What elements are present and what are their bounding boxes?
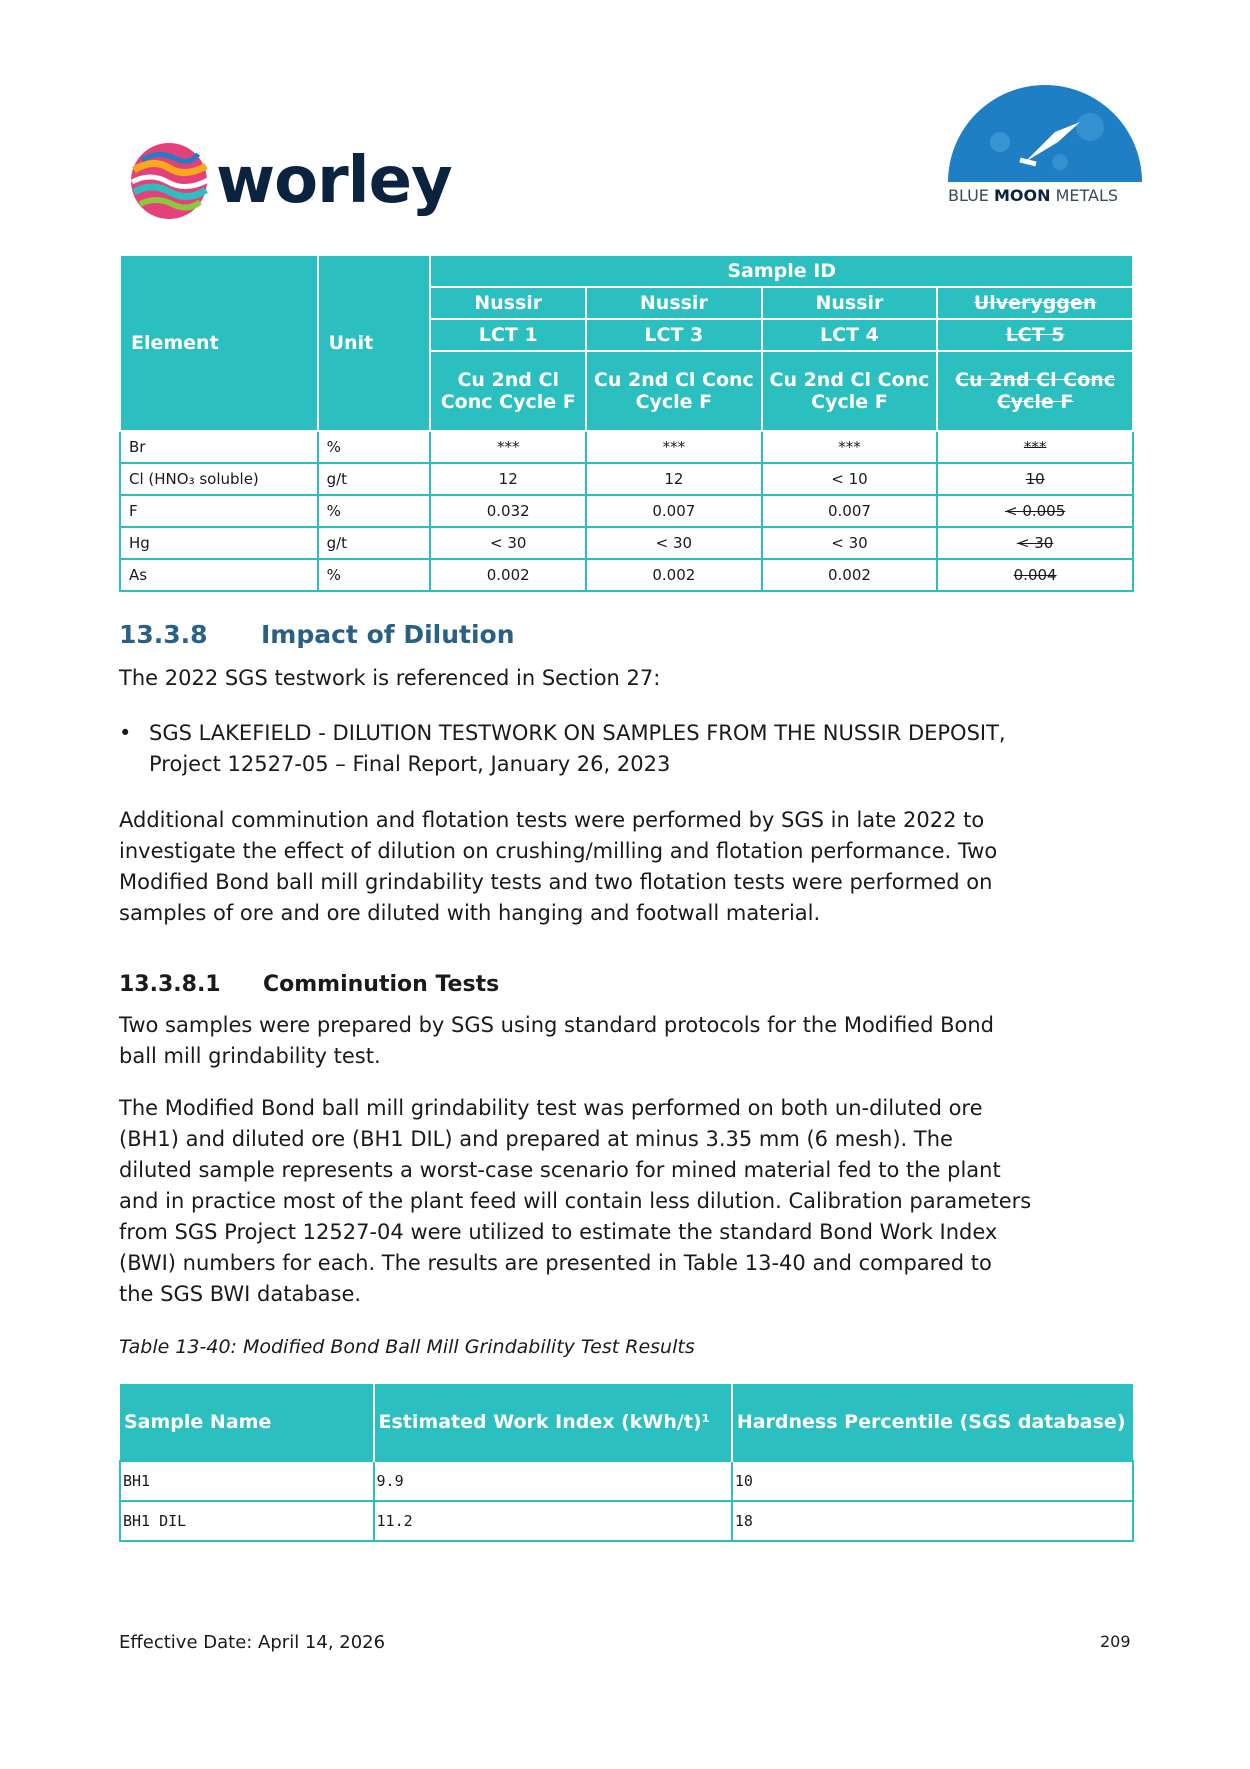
unit-cell: % [318,559,431,591]
value-cell: < 30 [430,527,586,559]
section-paragraph [119,805,1139,929]
sample-desc: Cu 2nd Cl Conc Cycle F [586,351,762,431]
paragraph-line: Modified Bond ball mill grindability tests and two flotation tests were performed on [119,870,993,894]
element-cell: Br [120,431,318,463]
value-cell-struck: *** [937,431,1133,463]
sample-name-cell: BH1 DIL [120,1501,374,1541]
col-header-sample-id: Sample ID [430,255,1133,287]
hardness-cell: 10 [732,1461,1133,1501]
section-intro: The 2022 SGS testwork is referenced in Section 27: [119,666,661,690]
bullet-line: SGS LAKEFIELD - DILUTION TESTWORK ON SAMPLES FROM THE NUSSIR DEPOSIT, [149,721,1006,745]
paragraph-line: Additional comminution and flotation tests were performed by SGS in late 2022 to [119,808,985,832]
reference-bullet [119,718,1139,780]
table-row [120,495,1133,527]
paragraph-line: samples of ore and ore diluted with hanging and footwall material. [119,901,821,925]
blue-moon-wordmark: BLUE MOON METALS [948,186,1119,205]
value-cell-struck: < 30 [937,527,1133,559]
value-cell: < 10 [762,463,938,495]
table-row [120,1461,1133,1501]
value-cell-struck: 10 [937,463,1133,495]
work-index-cell: 11.2 [374,1501,732,1541]
paragraph-line: Two samples were prepared by SGS using standard protocols for the Modified Bond [119,1013,995,1037]
element-cell: F [120,495,318,527]
value-cell-struck: 0.004 [937,559,1133,591]
sample-test: LCT 4 [762,319,938,351]
element-cell: As [120,559,318,591]
paragraph-line: ball mill grindability test. [119,1044,381,1068]
worley-logo [128,140,452,222]
sample-name-cell: BH1 [120,1461,374,1501]
element-cell: Cl (HNO₃ soluble) [120,463,318,495]
sample-test: LCT 3 [586,319,762,351]
sample-desc: Cu 2nd Cl Conc Cycle F [762,351,938,431]
col-header-sample-name: Sample Name [120,1384,374,1461]
subsection-paragraph [119,1093,1139,1310]
bond-grindability-table [119,1384,1134,1542]
table-caption: Table 13-40: Modified Bond Ball Mill Grindability Test Results [119,1336,695,1358]
paragraph-line: (BWI) numbers for each. The results are presented in Table 13-40 and compared to [119,1251,992,1275]
unit-cell: % [318,431,431,463]
value-cell: < 30 [586,527,762,559]
table-row [120,559,1133,591]
value-cell-struck: < 0.005 [937,495,1133,527]
col-header-hardness: Hardness Percentile (SGS database) [732,1384,1133,1461]
sample-test-struck: LCT 5 [937,319,1133,351]
element-cell: Hg [120,527,318,559]
paragraph-line: investigate the effect of dilution on crushing/milling and flotation performance. Two [119,839,998,863]
sample-test: LCT 1 [430,319,586,351]
bullet-line: Project 12527-05 – Final Report, January 26, 2023 [149,752,671,776]
unit-cell: g/t [318,527,431,559]
unit-cell: % [318,495,431,527]
sample-desc-struck: Cu 2nd Cl Conc Cycle F [937,351,1133,431]
col-header-unit: Unit [318,255,431,431]
bullet-icon: • [119,721,132,745]
value-cell: 0.002 [762,559,938,591]
paragraph-line: The Modified Bond ball mill grindability test was performed on both un-diluted ore [119,1096,983,1120]
value-cell: 0.007 [762,495,938,527]
worley-swirl-icon [128,140,210,222]
element-analysis-table [119,254,1134,592]
paragraph-line: the SGS BWI database. [119,1282,362,1306]
value-cell: 0.002 [586,559,762,591]
section-number: 13.3.8 [119,620,208,649]
col-header-work-index: Estimated Work Index (kWh/t)¹ [374,1384,732,1461]
paragraph-line: from SGS Project 12527-04 were utilized to estimate the standard Bond Work Index [119,1220,998,1244]
subsection-title: Comminution Tests [263,972,500,997]
value-cell: 0.002 [430,559,586,591]
paragraph-line: (BH1) and diluted ore (BH1 DIL) and prepared at minus 3.35 mm (6 mesh). The [119,1127,953,1151]
section-heading [119,620,515,649]
table-row [120,527,1133,559]
section-title: Impact of Dilution [261,620,515,649]
value-cell: < 30 [762,527,938,559]
col-header-element: Element [120,255,318,431]
subsection-heading [119,972,499,997]
sample-site: Nussir [762,287,938,319]
worley-wordmark: worley [216,144,452,218]
table-row [120,431,1133,463]
subsection-number: 13.3.8.1 [119,972,221,997]
footer-effective-date: Effective Date: April 14, 2026 [119,1632,386,1653]
value-cell: *** [762,431,938,463]
value-cell: 0.032 [430,495,586,527]
value-cell: 12 [430,463,586,495]
value-cell: 0.007 [586,495,762,527]
unit-cell: g/t [318,463,431,495]
subsection-paragraph [119,1010,1139,1072]
sample-site: Nussir [430,287,586,319]
value-cell: 12 [586,463,762,495]
table-row [120,1501,1133,1541]
table-row [120,463,1133,495]
work-index-cell: 9.9 [374,1461,732,1501]
value-cell: *** [430,431,586,463]
sample-desc: Cu 2nd Cl Conc Cycle F [430,351,586,431]
paragraph-line: diluted sample represents a worst-case scenario for mined material fed to the plant [119,1158,1001,1182]
value-cell: *** [586,431,762,463]
sample-site: Nussir [586,287,762,319]
hardness-cell: 18 [732,1501,1133,1541]
sample-site-struck: Ulveryggen [937,287,1133,319]
paragraph-line: and in practice most of the plant feed will contain less dilution. Calibration parameters [119,1189,1032,1213]
footer-page-number: 209 [1100,1632,1131,1651]
